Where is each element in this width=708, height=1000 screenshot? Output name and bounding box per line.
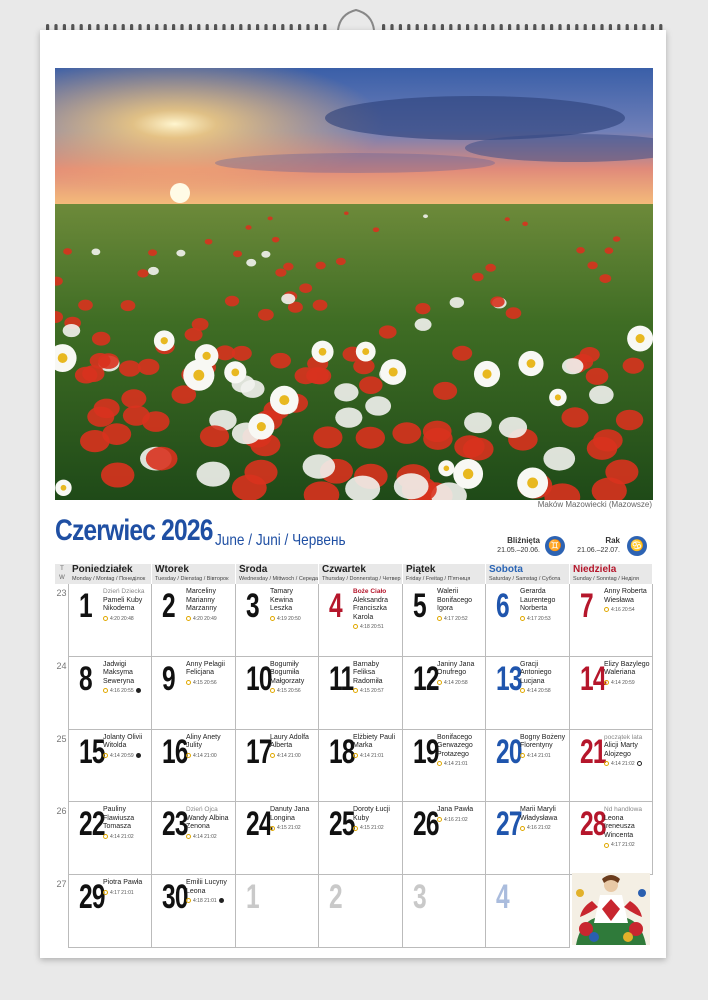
day-number: 27 xyxy=(496,805,522,844)
sunrise-sunset xyxy=(103,752,149,761)
sun-icon xyxy=(520,826,525,831)
sun-icon xyxy=(437,817,442,822)
day-number: 3 xyxy=(413,878,426,917)
week-header-w: W xyxy=(59,575,65,581)
day-cell[interactable] xyxy=(236,584,319,657)
name-list: Jana Pawła xyxy=(437,806,474,814)
sunrise-sunset xyxy=(186,897,232,906)
sun-times: 4:17 20:52 xyxy=(444,615,468,622)
name-list: Wandy Albina Zenona xyxy=(186,814,229,831)
sun-times: 4:14 21:01 xyxy=(360,752,384,759)
sunrise-sunset xyxy=(437,679,483,688)
sun-times: 4:14 21:01 xyxy=(444,761,468,768)
month-title: Czerwiec 2026 xyxy=(55,514,213,547)
sun-icon xyxy=(437,680,442,685)
sun-icon xyxy=(353,753,358,758)
sun-times: 4:14 20:58 xyxy=(527,688,551,695)
week-number-header xyxy=(55,564,69,584)
day-cell[interactable] xyxy=(570,730,653,803)
name-days xyxy=(353,588,399,632)
poppy-field-photo xyxy=(55,68,653,500)
sunrise-sunset xyxy=(520,687,566,696)
name-list: Walerii Bonifacego Igora xyxy=(437,588,473,612)
sun-icon xyxy=(353,624,358,629)
name-days xyxy=(604,806,650,850)
zodiac-name: Rak xyxy=(605,536,620,545)
day-number: 17 xyxy=(246,732,272,771)
name-list: Jadwigi Maksyma Seweryna xyxy=(103,660,135,685)
name-list: Aliny Anety Julity xyxy=(186,733,221,750)
name-days xyxy=(103,734,149,761)
name-list: Marceliny Marianny Marzanny xyxy=(186,588,217,612)
name-list: Alicji Marty Alojzego xyxy=(604,742,638,758)
name-list: Pauliny Flawiusza Tomasza xyxy=(103,806,135,831)
name-days xyxy=(353,734,399,761)
name-days xyxy=(270,806,316,833)
sunrise-sunset xyxy=(437,760,483,769)
sun-icon xyxy=(520,616,525,621)
day-name: Czwartek xyxy=(322,564,366,575)
name-list: Elżbiety Pauli Marka xyxy=(353,733,396,750)
sun-icon xyxy=(604,843,609,848)
day-name: Wtorek xyxy=(155,564,189,575)
day-number: 5 xyxy=(413,587,426,625)
day-number: 23 xyxy=(162,805,188,844)
name-days xyxy=(270,588,316,623)
day-cell[interactable] xyxy=(236,730,319,803)
day-header-0 xyxy=(69,564,152,584)
name-days xyxy=(186,588,232,623)
sun-icon xyxy=(353,826,358,831)
day-number: 29 xyxy=(79,878,105,917)
name-list: Jolanty Olivii Witolda xyxy=(103,733,143,750)
day-name: Niedziela xyxy=(573,564,617,575)
sun-icon xyxy=(103,753,108,758)
moon-phase-icon xyxy=(136,753,141,758)
day-number: 1 xyxy=(246,878,259,917)
name-days xyxy=(437,588,483,623)
day-number: 20 xyxy=(496,732,522,771)
sun-times: 4:14 21:00 xyxy=(277,752,301,759)
day-cell[interactable] xyxy=(69,875,152,948)
zodiac-cancer xyxy=(566,536,620,555)
day-number: 28 xyxy=(580,805,606,844)
day-number: 18 xyxy=(329,732,355,771)
week-number: 23 xyxy=(55,584,69,657)
day-name: Piątek xyxy=(406,564,436,575)
name-list: Laury Adolfa Alberta xyxy=(270,733,309,750)
sunrise-sunset xyxy=(437,615,483,624)
day-number: 9 xyxy=(162,659,175,698)
day-cell[interactable] xyxy=(570,584,653,657)
sun-icon xyxy=(353,688,358,693)
sun-times: 4:14 20:59 xyxy=(611,679,635,686)
day-cell[interactable] xyxy=(570,802,653,875)
day-number: 6 xyxy=(496,587,509,625)
sun-icon xyxy=(103,688,108,693)
name-list: Gracji Antoniego Lucjana xyxy=(520,660,552,685)
sunrise-sunset xyxy=(103,833,149,842)
zodiac-name: Bliźnięta xyxy=(507,536,540,545)
day-number: 13 xyxy=(496,659,522,698)
day-number: 3 xyxy=(246,587,259,625)
name-list: Bonifacego Gerwazego Protazego xyxy=(437,733,473,758)
day-cell[interactable] xyxy=(486,730,570,803)
name-list: Leona Ireneusza Wincenta xyxy=(604,814,635,839)
sun-times: 4:14 21:02 xyxy=(193,833,217,840)
sunrise-sunset xyxy=(604,679,650,688)
day-number: 4 xyxy=(496,878,509,917)
sunrise-sunset xyxy=(520,824,566,833)
sunrise-sunset xyxy=(353,752,399,761)
sunrise-sunset xyxy=(186,833,232,842)
sunrise-sunset xyxy=(270,615,316,624)
moon-phase-icon xyxy=(637,761,642,766)
sun-times: 4:17 21:01 xyxy=(110,889,134,896)
day-cell[interactable] xyxy=(152,584,236,657)
day-header-1 xyxy=(152,564,236,584)
sun-icon xyxy=(103,890,108,895)
name-days xyxy=(604,661,650,688)
name-days xyxy=(604,734,650,769)
day-cell[interactable] xyxy=(319,802,403,875)
sun-icon xyxy=(186,753,191,758)
cancer-icon: ♋ xyxy=(627,536,647,556)
name-list: Elizy Bazylego Waleriana xyxy=(604,660,650,677)
sunrise-sunset xyxy=(604,841,650,850)
sun-icon xyxy=(186,834,191,839)
name-days xyxy=(103,806,149,841)
name-list: Aleksandra Franciszka Karola xyxy=(353,596,389,621)
day-number: 2 xyxy=(162,587,175,625)
day-name: Sobota xyxy=(489,564,523,575)
sun-times: 4:14 20:58 xyxy=(444,679,468,686)
zodiac-dates: 21.06.–22.07. xyxy=(577,547,620,554)
sun-icon xyxy=(604,761,609,766)
day-name: Środa xyxy=(239,564,268,575)
day-cell[interactable] xyxy=(486,875,570,948)
name-days xyxy=(186,734,232,761)
day-name-translations: Friday / Freitag / П'ятниця xyxy=(406,576,471,582)
name-days xyxy=(520,806,566,833)
name-days xyxy=(520,734,566,761)
zodiac-dates: 21.05.–20.06. xyxy=(497,547,540,554)
sun-times: 4:17 20:53 xyxy=(527,615,551,622)
name-days xyxy=(353,661,399,696)
sun-times: 4:15 20:57 xyxy=(360,688,384,695)
day-number: 16 xyxy=(162,732,188,771)
day-cell[interactable] xyxy=(403,730,486,803)
day-cell[interactable] xyxy=(152,875,236,948)
day-number: 4 xyxy=(329,587,342,625)
name-list: Marii Maryli Władysława xyxy=(520,806,558,822)
sun-times: 4:20 20:48 xyxy=(110,615,134,622)
day-cell[interactable] xyxy=(319,875,403,948)
day-name-translations: Saturday / Samstag / Субота xyxy=(489,576,561,582)
sunrise-sunset xyxy=(604,606,650,615)
name-days xyxy=(186,879,232,906)
day-number: 10 xyxy=(246,659,272,698)
sun-icon xyxy=(186,680,191,685)
name-list: Bogumiły Bogumiła Małgorzaty xyxy=(270,660,305,685)
day-name-translations: Tuesday / Dienstag / Вівторок xyxy=(155,576,229,582)
day-cell[interactable] xyxy=(152,802,236,875)
sun-icon xyxy=(103,616,108,621)
week-number: 25 xyxy=(55,730,69,803)
sun-times: 4:14 20:59 xyxy=(110,752,134,759)
day-number: 15 xyxy=(79,732,105,771)
name-days xyxy=(437,734,483,769)
day-number: 19 xyxy=(413,732,439,771)
day-number: 1 xyxy=(79,587,92,625)
name-list: Danuty Jana Longina xyxy=(270,806,310,822)
holiday-label: Dzień Dziecka xyxy=(103,588,145,595)
sunrise-sunset xyxy=(520,752,566,761)
name-days xyxy=(270,734,316,761)
name-list: Tamary Kewina Leszka xyxy=(270,588,293,612)
day-cell[interactable] xyxy=(69,730,152,803)
sun-times: 4:14 21:02 xyxy=(110,833,134,840)
day-cell[interactable] xyxy=(319,730,403,803)
name-list: Anny Roberta Wiesława xyxy=(604,588,647,604)
name-list: Emilii Lucyny Leona xyxy=(186,879,227,895)
sunrise-sunset xyxy=(353,687,399,696)
sunrise-sunset xyxy=(186,752,232,761)
day-cell[interactable] xyxy=(486,584,570,657)
hanger-hook xyxy=(336,6,376,32)
holiday-label: Nd handlowa xyxy=(604,806,642,814)
sun-times: 4:17 21:02 xyxy=(611,842,635,849)
photo-caption: Maków Mazowiecki (Mazowsze) xyxy=(537,500,652,509)
day-number: 30 xyxy=(162,878,188,917)
name-days xyxy=(270,661,316,696)
sun-icon xyxy=(270,753,275,758)
day-cell[interactable] xyxy=(319,657,403,730)
name-list: Piotra Pawła xyxy=(103,879,143,887)
day-cell[interactable] xyxy=(236,875,319,948)
sunrise-sunset xyxy=(353,623,399,632)
sunrise-sunset xyxy=(270,824,316,833)
sun-times: 4:18 20:51 xyxy=(360,624,384,630)
day-cell[interactable] xyxy=(486,802,570,875)
day-header-2 xyxy=(236,564,319,584)
name-days xyxy=(103,879,149,897)
day-number: 14 xyxy=(580,659,606,698)
name-list: Doroty Łucji Kuby xyxy=(353,806,390,822)
zodiac-gemini xyxy=(480,536,540,555)
sun-times: 4:15 20:56 xyxy=(277,688,301,695)
month-subtitle: June / Juni / Червень xyxy=(215,532,346,549)
sun-icon xyxy=(520,688,525,693)
day-cell[interactable] xyxy=(403,657,486,730)
week-number: 27 xyxy=(55,875,69,948)
name-days xyxy=(103,661,149,696)
day-name-translations: Monday / Montag / Понеділок xyxy=(72,576,146,582)
week-number: 24 xyxy=(55,657,69,730)
name-list: Anny Pelagii Felicjana xyxy=(186,660,225,677)
day-cell[interactable] xyxy=(403,875,486,948)
sun-times: 4:19 20:50 xyxy=(277,615,301,622)
sun-icon xyxy=(604,607,609,612)
day-name-translations: Wednesday / Mittwoch / Середа xyxy=(239,576,319,582)
holiday-label: Boże Ciało xyxy=(353,588,387,595)
name-list: Barnaby Feliksa Radomiła xyxy=(353,660,383,685)
day-number: 12 xyxy=(413,659,439,698)
name-days xyxy=(437,661,483,688)
day-name-translations: Thursday / Donnerstag / Четвер xyxy=(322,576,401,582)
sunrise-sunset xyxy=(520,615,566,624)
sun-icon xyxy=(270,616,275,621)
day-number: 8 xyxy=(79,659,92,698)
day-cell[interactable] xyxy=(152,657,236,730)
sunrise-sunset xyxy=(353,824,399,833)
name-list: Gerarda Laurentego Norberta xyxy=(520,588,556,612)
day-cell[interactable] xyxy=(486,657,570,730)
sunrise-sunset xyxy=(103,615,149,624)
sun-times: 4:14 21:02 xyxy=(611,761,635,768)
day-number: 7 xyxy=(580,587,593,625)
day-cell[interactable] xyxy=(403,584,486,657)
week-header-t: T xyxy=(60,566,64,572)
day-number: 11 xyxy=(329,659,354,698)
gemini-icon: ♊ xyxy=(545,536,565,556)
day-header-6 xyxy=(570,564,653,584)
name-days xyxy=(186,661,232,688)
sun-times: 4:15 20:56 xyxy=(193,679,217,686)
sun-times: 4:15 21:02 xyxy=(277,825,301,832)
sun-icon xyxy=(437,761,442,766)
folk-art-emblem xyxy=(572,873,650,945)
moon-phase-icon xyxy=(219,898,224,903)
day-cell[interactable] xyxy=(69,657,152,730)
day-header-3 xyxy=(319,564,403,584)
sun-times: 4:14 21:01 xyxy=(527,752,551,759)
day-name: Poniedziałek xyxy=(72,564,133,575)
day-cell[interactable] xyxy=(69,584,152,657)
holiday-label: Dzień Ojca xyxy=(186,806,218,814)
day-cell[interactable] xyxy=(570,657,653,730)
day-name-translations: Sunday / Sonntag / Неділя xyxy=(573,576,639,582)
name-days xyxy=(520,588,566,623)
sun-icon xyxy=(437,616,442,621)
sunrise-sunset xyxy=(270,752,316,761)
sun-times: 4:20 20:49 xyxy=(193,615,217,622)
day-number: 24 xyxy=(246,805,272,844)
name-list: Janiny Jana Onufrego xyxy=(437,660,475,677)
sun-times: 4:18 21:01 xyxy=(193,898,217,905)
day-cell[interactable] xyxy=(236,802,319,875)
sunrise-sunset xyxy=(270,687,316,696)
sunrise-sunset xyxy=(604,760,650,769)
day-header-5 xyxy=(486,564,570,584)
sun-times: 4:16 20:54 xyxy=(611,607,635,613)
day-number: 25 xyxy=(329,805,355,844)
day-cell[interactable] xyxy=(236,657,319,730)
sunrise-sunset xyxy=(103,889,149,898)
name-days xyxy=(604,588,650,615)
day-number: 26 xyxy=(413,805,439,844)
day-cell[interactable] xyxy=(152,730,236,803)
day-cell[interactable] xyxy=(403,802,486,875)
sun-times: 4:16 21:02 xyxy=(444,816,468,823)
week-number: 26 xyxy=(55,802,69,875)
sunrise-sunset xyxy=(103,687,149,696)
sun-times: 4:16 20:55 xyxy=(110,688,134,695)
calendar-grid xyxy=(55,564,653,948)
sun-icon xyxy=(186,616,191,621)
sunrise-sunset xyxy=(186,615,232,624)
holiday-label: początek lata xyxy=(604,733,643,741)
sun-times: 4:15 21:02 xyxy=(360,825,384,832)
sunrise-sunset xyxy=(437,816,483,825)
sun-icon xyxy=(270,688,275,693)
moon-phase-icon xyxy=(136,688,141,693)
sun-icon xyxy=(520,753,525,758)
sun-icon xyxy=(270,826,275,831)
name-list: Bogny Bożeny Florentyny xyxy=(520,733,566,750)
day-number: 22 xyxy=(79,805,105,844)
day-number: 21 xyxy=(580,732,606,771)
name-list: Pameli Kuby Nikodema xyxy=(103,596,143,612)
sun-times: 4:14 21:00 xyxy=(193,752,217,759)
name-days xyxy=(353,806,399,833)
day-number: 2 xyxy=(329,878,342,917)
sun-times: 4:16 21:02 xyxy=(527,825,551,832)
name-days xyxy=(103,588,149,623)
sun-icon xyxy=(604,680,609,685)
day-header-4 xyxy=(403,564,486,584)
name-days xyxy=(186,806,232,841)
day-cell[interactable] xyxy=(319,584,403,657)
sun-icon xyxy=(186,898,191,903)
sunrise-sunset xyxy=(186,679,232,688)
day-cell[interactable] xyxy=(69,802,152,875)
name-days xyxy=(437,806,483,824)
name-days xyxy=(520,661,566,696)
sun-icon xyxy=(103,834,108,839)
